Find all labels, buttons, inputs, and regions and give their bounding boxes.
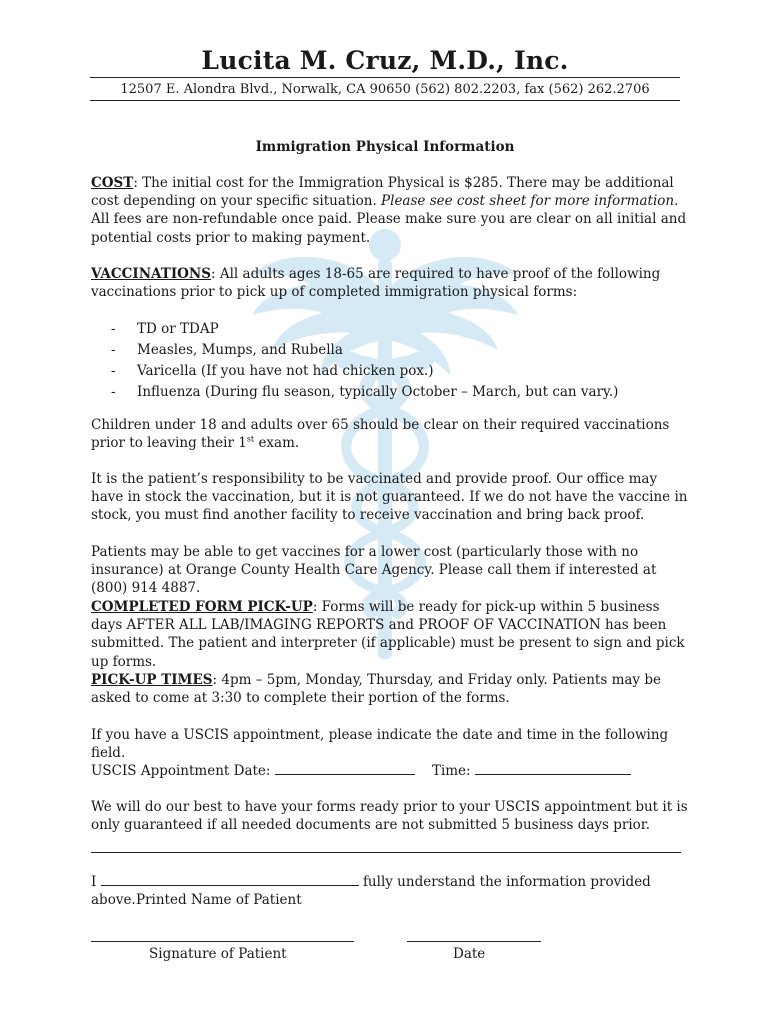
- uscis-date-field[interactable]: [275, 762, 415, 775]
- acknowledge-suffix: fully understand the information provided above.: [91, 874, 651, 909]
- divider: [91, 852, 681, 853]
- header-top-rule: [90, 77, 680, 78]
- vaccinations-paragraph: [91, 265, 691, 301]
- date-field[interactable]: [407, 941, 541, 942]
- best-effort-paragraph: We will do our best to have your forms ready prior to your USCIS appointment but it is only guaranteed if all needed documents are not submitted 5 business days prior.: [91, 799, 688, 834]
- uscis-intro: If you have a USCIS appointment, please indicate the date and time in the following field.: [91, 727, 669, 762]
- practice-name: Lucita M. Cruz, M.D., Inc.: [201, 46, 569, 75]
- list-item: [111, 382, 618, 403]
- cost-sheet-note: Please see cost sheet for more information.: [381, 193, 679, 210]
- responsibility-paragraph: It is the patient’s responsibility to be vaccinated and provide proof. Our office may have in stock the vaccination, but it is not guaranteed. If we do not have the vaccine in stock, you must find another facility to receive vaccination and bring back proof.: [91, 471, 688, 524]
- acknowledge-prefix: I: [91, 874, 97, 890]
- pickup-paragraph: [91, 598, 691, 671]
- uscis-time-field[interactable]: [475, 762, 631, 775]
- pickup-times-label: PICK-UP TIMES: [91, 672, 213, 688]
- printed-name-caption: Printed Name of Patient: [136, 892, 302, 908]
- signature-caption: Signature of Patient: [149, 946, 287, 962]
- list-item-text: Varicella (If you have not had chicken pox.): [137, 363, 434, 379]
- date-caption: Date: [453, 946, 486, 962]
- list-bullet: -: [111, 342, 116, 358]
- signature-field[interactable]: [91, 941, 354, 942]
- printed-name-field[interactable]: [101, 873, 359, 886]
- uscis-date-label: USCIS Appointment Date:: [91, 763, 271, 779]
- pickup-times-paragraph: [91, 671, 691, 707]
- uscis-fields-row: [91, 762, 691, 780]
- header-bottom-rule: [90, 100, 680, 101]
- practice-address: 12507 E. Alondra Blvd., Norwalk, CA 90650 (562) 802.2203, fax (562) 262.2706: [120, 82, 650, 97]
- list-item-text: Influenza (During flu season, typically October – March, but can vary.): [137, 384, 619, 400]
- children-text: Children under 18 and adults over 65 should be clear on their required vaccinations prior to leaving their 1: [91, 417, 670, 452]
- list-item: [111, 361, 618, 382]
- list-bullet: -: [111, 363, 116, 379]
- children-sup: st: [246, 434, 255, 444]
- children-tail: exam.: [254, 435, 300, 452]
- list-item-text: Measles, Mumps, and Rubella: [137, 342, 343, 358]
- pickup-text: : Forms will be ready for pick-up within 5 business days AFTER ALL LAB/IMAGING REPORTS and PROOF OF VACCINATION has been submitted. The patient and interpreter (if applicable) must be present to sign and pick up forms.: [91, 599, 685, 670]
- children-paragraph: [91, 416, 691, 452]
- cost-text: : The initial cost for the Immigration Physical is $285. There may be additional cost depending on your specific situation.: [91, 175, 674, 210]
- cost-paragraph: [91, 174, 691, 247]
- list-item: [111, 319, 618, 340]
- vaccinations-text: : All adults ages 18-65 are required to have proof of the following vaccinations prior to pick up of completed immigration physical forms:: [91, 266, 661, 301]
- pickup-label: COMPLETED FORM PICK-UP: [91, 599, 313, 615]
- pickup-times-text: : 4pm – 5pm, Monday, Thursday, and Friday only. Patients may be asked to come at 3:30 to complete their portion of the forms.: [91, 672, 661, 707]
- vaccinations-label: VACCINATIONS: [91, 266, 211, 282]
- list-item-text: TD or TDAP: [137, 321, 219, 337]
- lower-cost-paragraph: Patients may be able to get vaccines for a lower cost (particularly those with no insurance) at Orange County Health Care Agency. Please call them if interested at (800) 914 4887.: [91, 544, 657, 597]
- list-item: [111, 340, 618, 361]
- list-bullet: -: [111, 321, 116, 337]
- vaccination-list: [111, 319, 618, 403]
- list-bullet: -: [111, 384, 116, 400]
- uscis-time-label: Time:: [431, 763, 471, 779]
- page-title: Immigration Physical Information: [255, 139, 515, 155]
- cost-label: COST: [91, 175, 134, 191]
- cost-text-2: All fees are non-refundable once paid. Please make sure you are clear on all initial and potential costs prior to making payment.: [91, 211, 687, 246]
